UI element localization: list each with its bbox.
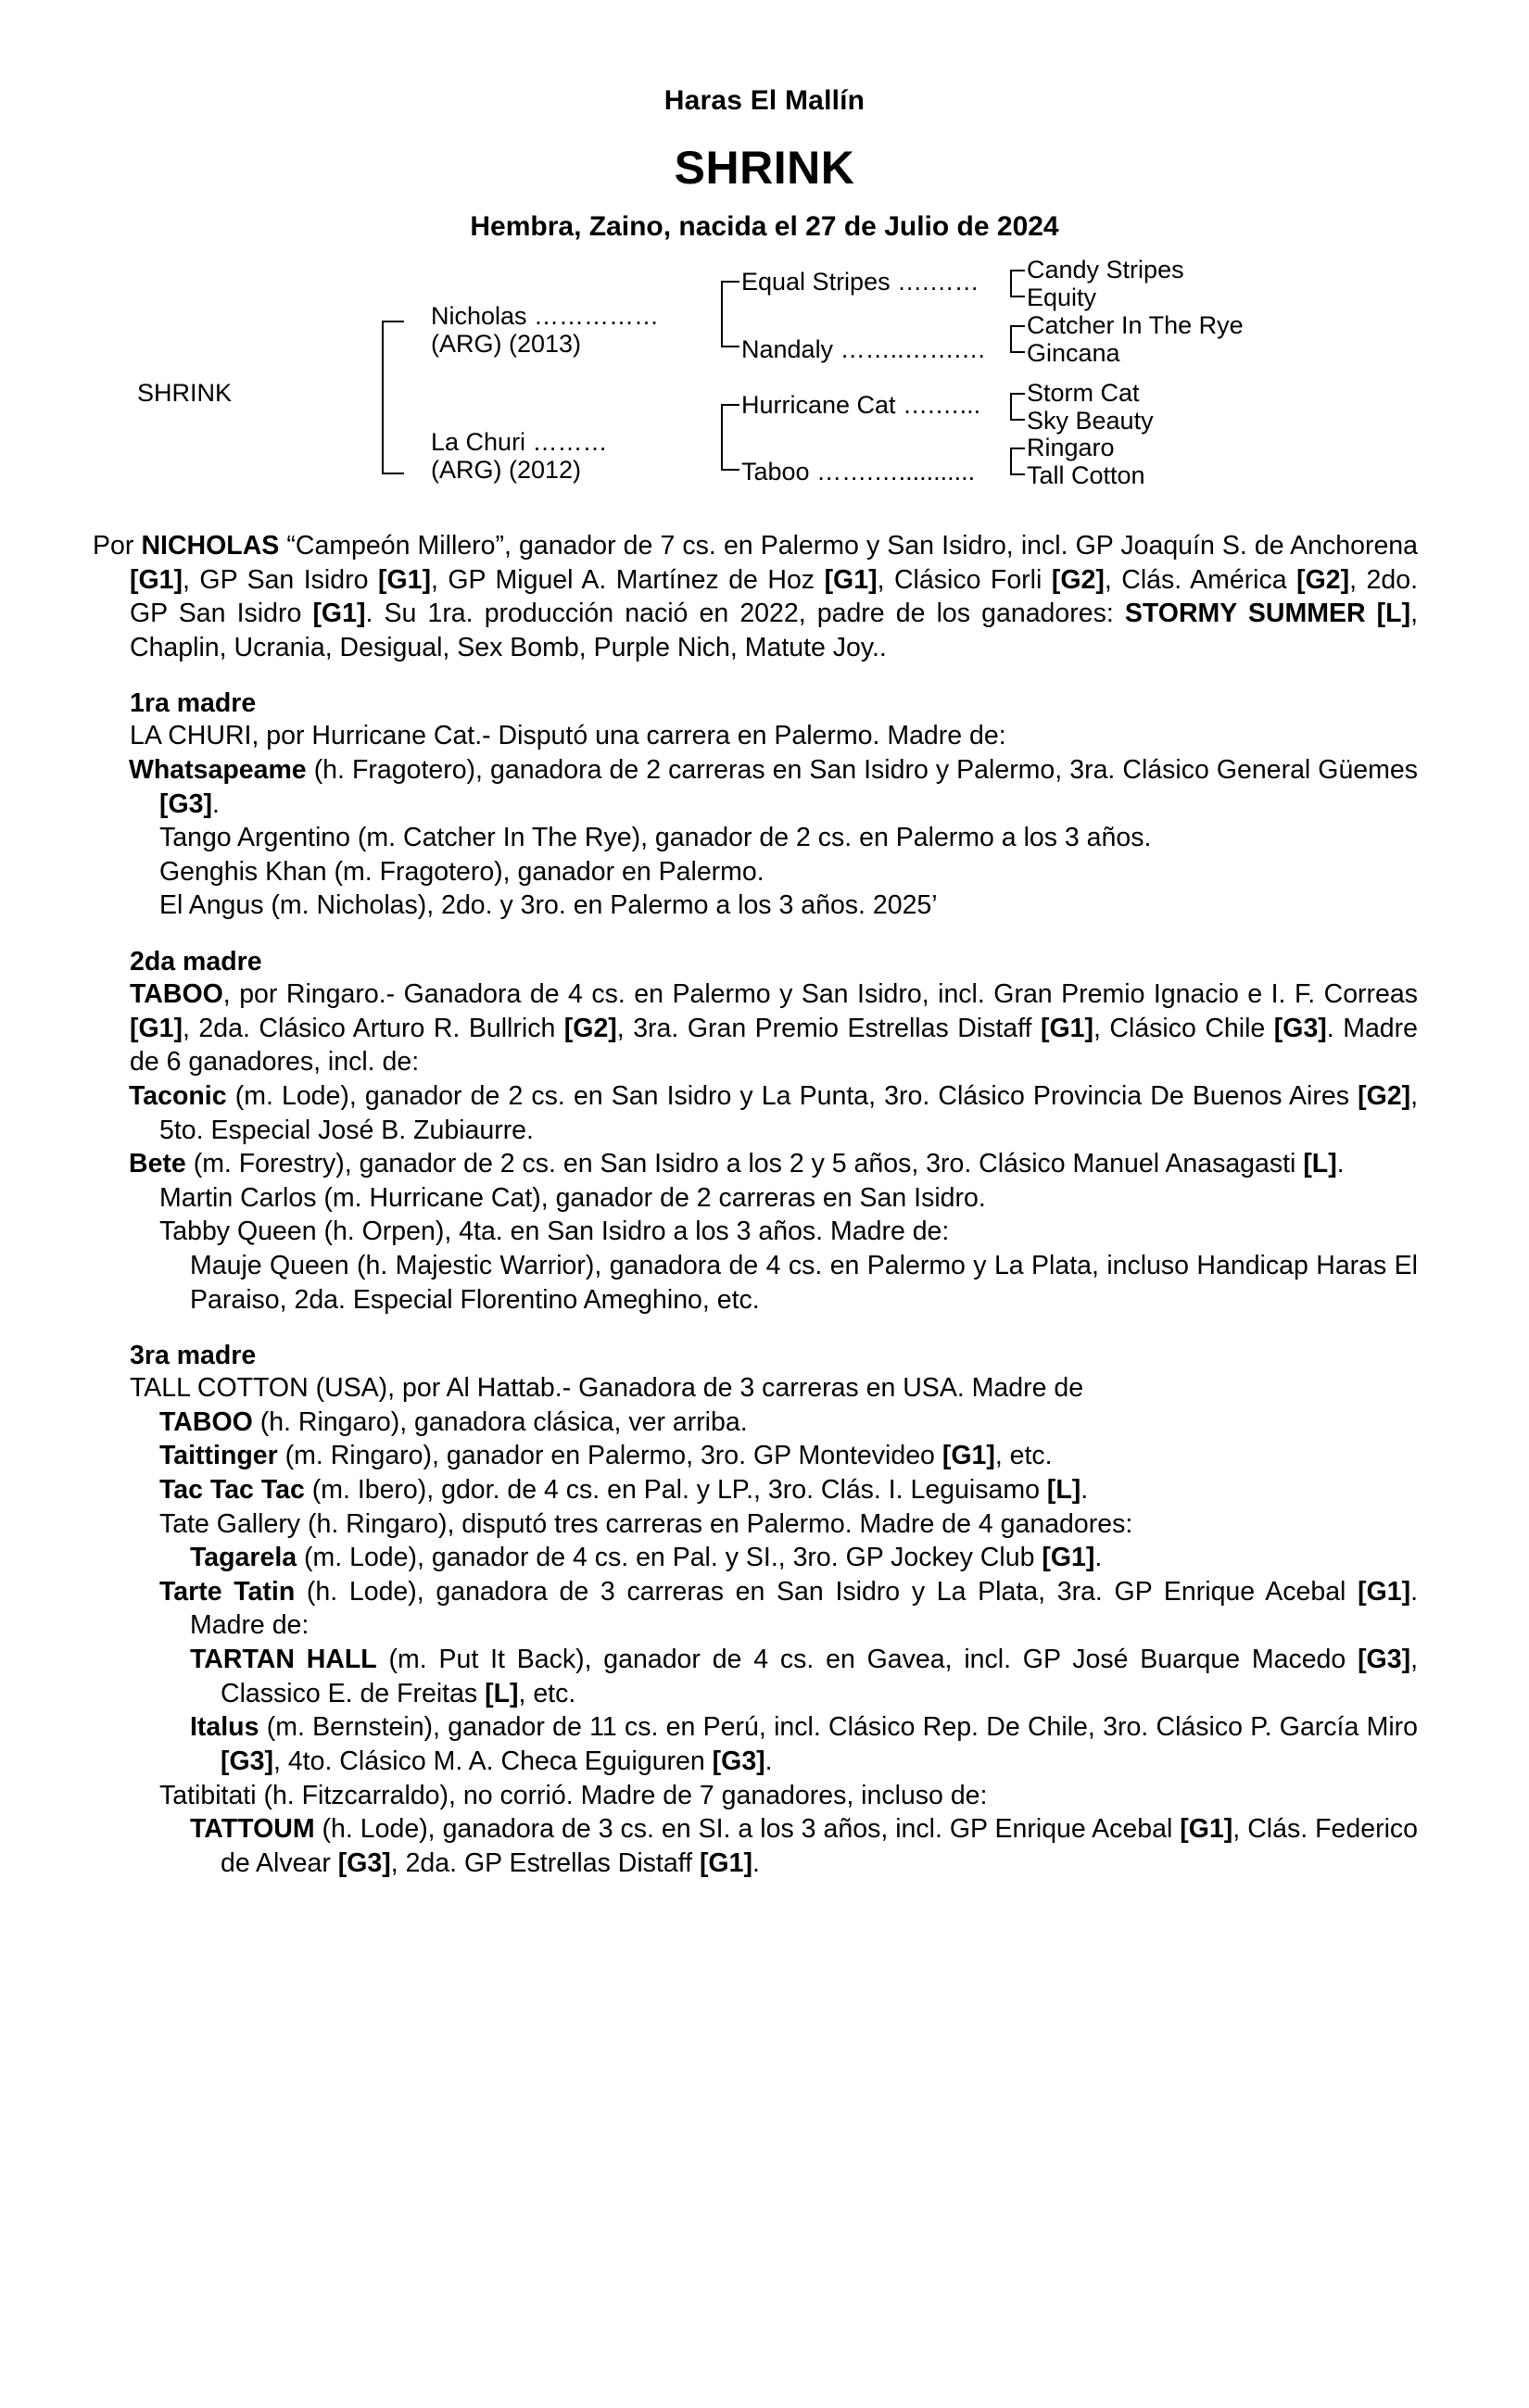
progeny-tail: , Clás. Federico de Alvear <box>221 1814 1418 1878</box>
sire-top-progeny: STORMY SUMMER [L] <box>1124 599 1411 629</box>
section-heading-dam2: 2da madre <box>130 947 262 977</box>
grade-badge: [G1] <box>1358 1576 1411 1607</box>
progeny-name: TABOO <box>159 1406 253 1437</box>
progeny-tail3: . <box>752 1847 760 1878</box>
progeny-detail: (m. Ibero), gdor. de 4 cs. en Pal. y LP., 3ro. Clás. I. Leguisamo <box>304 1475 1047 1506</box>
progeny-detail: Martin Carlos (m. Hurricane Cat), ganador de 2 carreras en San Isidro. <box>159 1182 986 1213</box>
sire-line2c: , GP Miguel A. Martínez <box>430 564 719 595</box>
bracket-gen2-upper <box>721 281 739 347</box>
progeny-tail: , 4to. Clásico M. A. Checa Eguiguren <box>273 1746 713 1776</box>
pedigree-gen3-5: Storm Cat <box>1027 379 1140 407</box>
dam3-intro: TALL COTTON (USA), por Al Hattab.- Ganadora de 3 carreras en USA. Madre de <box>130 1373 1084 1404</box>
pedigree-sire-sire: Equal Stripes ….…… <box>741 268 979 296</box>
progeny-detail: (h. Lode), ganadora de 3 carreras en San Isidro y La Plata, 3ra. GP Enrique Acebal <box>295 1576 1358 1607</box>
list-item <box>0 1147 1529 1181</box>
sire-line3e: . <box>365 599 373 629</box>
list-item <box>0 1181 1529 1216</box>
grade-badge: [G1] <box>312 599 366 629</box>
pedigree-dam-sire: Hurricane Cat ….…... <box>741 391 981 419</box>
grade-badge: [G1] <box>941 1441 995 1471</box>
pedigree-dam-dam: Taboo …….…........... <box>741 458 976 485</box>
sire-name-bold: NICHOLAS <box>141 531 280 561</box>
dam2-detail-3: , 3ra. Gran Premio Estrellas Distaff <box>616 1013 1041 1043</box>
pedigree-gen3-7: Ringaro <box>1027 434 1115 461</box>
list-item <box>0 855 1529 889</box>
bracket-gen3-3 <box>1010 393 1025 421</box>
grade-badge: [L] <box>1303 1149 1337 1179</box>
grade-badge: [G1] <box>1042 1543 1095 1573</box>
list-item <box>0 1643 1529 1710</box>
progeny-tail2: , 2da. GP Estrellas Distaff <box>390 1847 700 1878</box>
section-heading-dam1: 1ra madre <box>130 688 257 719</box>
progeny-detail: Tango Argentino (m. Catcher In The Rye), ganador de 2 cs. en Palermo a los 3 años. <box>159 823 1152 853</box>
progeny-tail: . <box>1336 1149 1345 1179</box>
sire-line3b: , Clásico Forli <box>877 564 1052 595</box>
progeny-name: TATTOUM <box>190 1814 315 1845</box>
progeny-name: Whatsapeame <box>129 755 307 786</box>
list-item <box>0 753 1529 821</box>
pedigree-gen3-2: Equity <box>1027 284 1097 311</box>
sire-progeny-list: , Chaplin, Ucrania, Desigual, Sex Bomb, Purple Nich, Matute Joy.. <box>130 599 1418 662</box>
list-item <box>0 1575 1529 1643</box>
progeny-detail: (m. Forestry), ganador de 2 cs. en San Isidro a los 2 y 5 años, 3ro. Clásico Manuel Anasagasti <box>185 1149 1304 1179</box>
dam2-detail-4: , Clásico Chile <box>1093 1013 1274 1043</box>
progeny-tail: , 5to. Especial José B. Zubiaurre. <box>159 1080 1418 1145</box>
sire-line2a: GP Joaquín S. de Anchorena <box>1075 531 1419 561</box>
grade-badge: [G3] <box>337 1847 391 1878</box>
bracket-gen1 <box>382 321 404 474</box>
grade-badge: [G1] <box>1040 1013 1093 1043</box>
progeny-tail: , Classico E. de Freitas <box>221 1645 1418 1708</box>
progeny-detail: Tate Gallery (h. Ringaro), disputó tres carreras en Palermo. Madre de 4 ganadores: <box>159 1508 1133 1539</box>
dam2-detail-5: . Madre de 6 ganadores, incl. de: <box>130 1013 1418 1078</box>
list-item <box>0 1215 1529 1249</box>
list-item <box>0 1812 1529 1880</box>
grade-badge: [G3] <box>1273 1013 1327 1043</box>
grade-badge: [G3] <box>221 1746 273 1776</box>
sire-paragraph <box>0 509 1529 664</box>
pedigree-sire-dam: Nandaly ……..…….… <box>741 335 987 363</box>
progeny-detail: Genghis Khan (m. Fragotero), ganador en Palermo. <box>159 856 764 887</box>
progeny-name: Taconic <box>129 1080 227 1111</box>
list-item <box>0 1079 1529 1147</box>
progeny-tail2: . <box>764 1746 773 1776</box>
pedigree-sire-origin: (ARG) (2013) <box>431 330 582 358</box>
progeny-detail: (m. Ringaro), ganador en Palermo, 3ro. GP Montevideo <box>277 1441 942 1471</box>
sire-line3d: , 2do. GP San Isidro <box>130 564 1418 629</box>
grade-badge: [G2] <box>1296 564 1350 595</box>
progeny-detail: (m. Put It Back), ganador de 4 cs. en Gavea, incl. GP José Buarque Macedo <box>376 1645 1358 1675</box>
list-item <box>0 821 1529 855</box>
horse-description: Hembra, Zaino, nacida el 27 de Julio de 2024 <box>470 211 1059 242</box>
list-item <box>0 1710 1529 1778</box>
section-heading-dam3: 3ra madre <box>130 1341 257 1371</box>
list-item <box>0 1439 1529 1473</box>
progeny-detail: (h. Fragotero), ganadora de 2 carreras en San Isidro y Palermo, 3ra. Clásico General Güemes <box>306 755 1418 786</box>
bracket-gen3-4 <box>1010 448 1025 475</box>
pedigree-tree <box>0 256 1529 509</box>
progeny-name: Tac Tac Tac <box>159 1475 305 1506</box>
pedigree-gen3-3: Catcher In The Rye <box>1027 311 1244 339</box>
grade-badge: [G3] <box>712 1746 765 1776</box>
list-item <box>0 1507 1529 1542</box>
progeny-name: Tagarela <box>190 1543 297 1573</box>
progeny-detail: Tabby Queen (h. Orpen), 4ta. en San Isidro a los 3 años. Madre de: <box>159 1217 950 1247</box>
grade-badge: [G1] <box>130 1013 183 1043</box>
bracket-gen2-lower <box>721 404 739 471</box>
sire-line3a: de Hoz <box>728 564 825 595</box>
progeny-detail: El Angus (m. Nicholas), 2do. y 3ro. en Palermo a los 3 años. 2025’ <box>159 890 938 921</box>
bracket-gen3-1 <box>1010 270 1025 297</box>
dam2-intro <box>0 977 1529 1079</box>
dam2-detail-2: , 2da. Clásico Arturo R. Bullrich <box>183 1013 564 1043</box>
progeny-detail: Tatibitati (h. Fitzcarraldo), no corrió. Madre de 7 ganadores, incluso de: <box>159 1780 988 1810</box>
grade-badge: [L] <box>1046 1475 1081 1506</box>
sire-line3c: , Clás. América <box>1104 564 1297 595</box>
grade-badge: [G2] <box>1051 564 1105 595</box>
pedigree-sire-name: Nicholas …………… <box>431 302 660 330</box>
progeny-detail: (m. Lode), ganador de 4 cs. en Pal. y SI., 3ro. GP Jockey Club <box>297 1543 1042 1573</box>
list-item <box>0 1406 1529 1440</box>
grade-badge: [G2] <box>1358 1080 1411 1111</box>
progeny-tail: . Madre de: <box>190 1576 1418 1641</box>
sire-prefix: Por <box>93 531 142 561</box>
pedigree-gen3-1: Candy Stripes <box>1027 256 1184 284</box>
pedigree-dam-name: La Churi ……… <box>431 428 608 456</box>
grade-badge: [G1] <box>824 564 878 595</box>
grade-badge: [G2] <box>563 1013 617 1043</box>
progeny-name: Italus <box>190 1712 259 1743</box>
grade-badge: [G1] <box>699 1847 752 1878</box>
sire-line2b: , GP San Isidro <box>183 564 378 595</box>
progeny-detail: Mauje Queen (h. Majestic Warrior), ganadora de 4 cs. en Palermo y La Plata, incluso Handicap Haras El Paraiso, 2da. Especial Florentino Ameghino, etc. <box>190 1250 1418 1315</box>
dam1-intro: LA CHURI, por Hurricane Cat.- Disputó una carrera en Palermo. Madre de: <box>130 721 1006 751</box>
progeny-detail: (m. Bernstein), ganador de 11 cs. en Perú, incl. Clásico Rep. De Chile, 3ro. Clásico P. García Miro <box>259 1712 1418 1743</box>
pedigree-dam-origin: (ARG) (2012) <box>431 456 582 484</box>
progeny-tail: , etc. <box>994 1441 1053 1471</box>
sire-production: Su 1ra. producción nació en 2022, padre de los ganadores: <box>384 599 1125 629</box>
progeny-tail: . <box>212 788 220 819</box>
dam2-detail-1: , por Ringaro.- Ganadora de 4 cs. en Palermo y San Isidro, incl. Gran Premio Ignacio e I. F. Correas <box>222 979 1418 1010</box>
horse-name: SHRINK <box>674 142 855 194</box>
progeny-name: Taittinger <box>159 1441 278 1471</box>
progeny-name: Tarte Tatin <box>159 1576 296 1607</box>
sire-line1: “Campeón Millero”, ganador de 7 cs. en Palermo y San Isidro, incl. <box>279 531 1068 561</box>
grade-badge: [L] <box>485 1678 519 1708</box>
progeny-detail: (h. Lode), ganadora de 3 cs. en SI. a los 3 años, incl. GP Enrique Acebal <box>314 1814 1181 1845</box>
progeny-detail: (h. Ringaro), ganadora clásica, ver arriba. <box>252 1406 748 1437</box>
progeny-name: TARTAN HALL <box>190 1645 377 1675</box>
grade-badge: [G3] <box>1358 1645 1411 1675</box>
dam2-name: TABOO <box>130 979 223 1010</box>
grade-badge: [G1] <box>130 564 183 595</box>
progeny-name: Bete <box>129 1149 186 1179</box>
progeny-tail: . <box>1080 1475 1089 1506</box>
pedigree-gen3-8: Tall Cotton <box>1027 461 1145 489</box>
pedigree-gen3-4: Gincana <box>1027 339 1120 367</box>
list-item <box>0 1473 1529 1507</box>
pedigree-gen3-6: Sky Beauty <box>1027 407 1154 435</box>
bracket-gen3-2 <box>1010 325 1025 353</box>
list-item <box>0 1249 1529 1317</box>
farm-name: Haras El Mallín <box>663 85 866 116</box>
list-item <box>0 889 1529 923</box>
grade-badge: [G1] <box>377 564 431 595</box>
progeny-tail: . <box>1094 1543 1103 1573</box>
list-item <box>0 1541 1529 1575</box>
progeny-tail2: , etc. <box>518 1678 576 1708</box>
pedigree-subject: SHRINK <box>137 379 233 407</box>
grade-badge: [G3] <box>159 788 212 819</box>
progeny-detail: (m. Lode), ganador de 2 cs. en San Isidro y La Punta, 3ro. Clásico Provincia De Buenos Aires <box>226 1080 1358 1111</box>
list-item <box>0 1779 1529 1813</box>
grade-badge: [G1] <box>1180 1814 1233 1845</box>
